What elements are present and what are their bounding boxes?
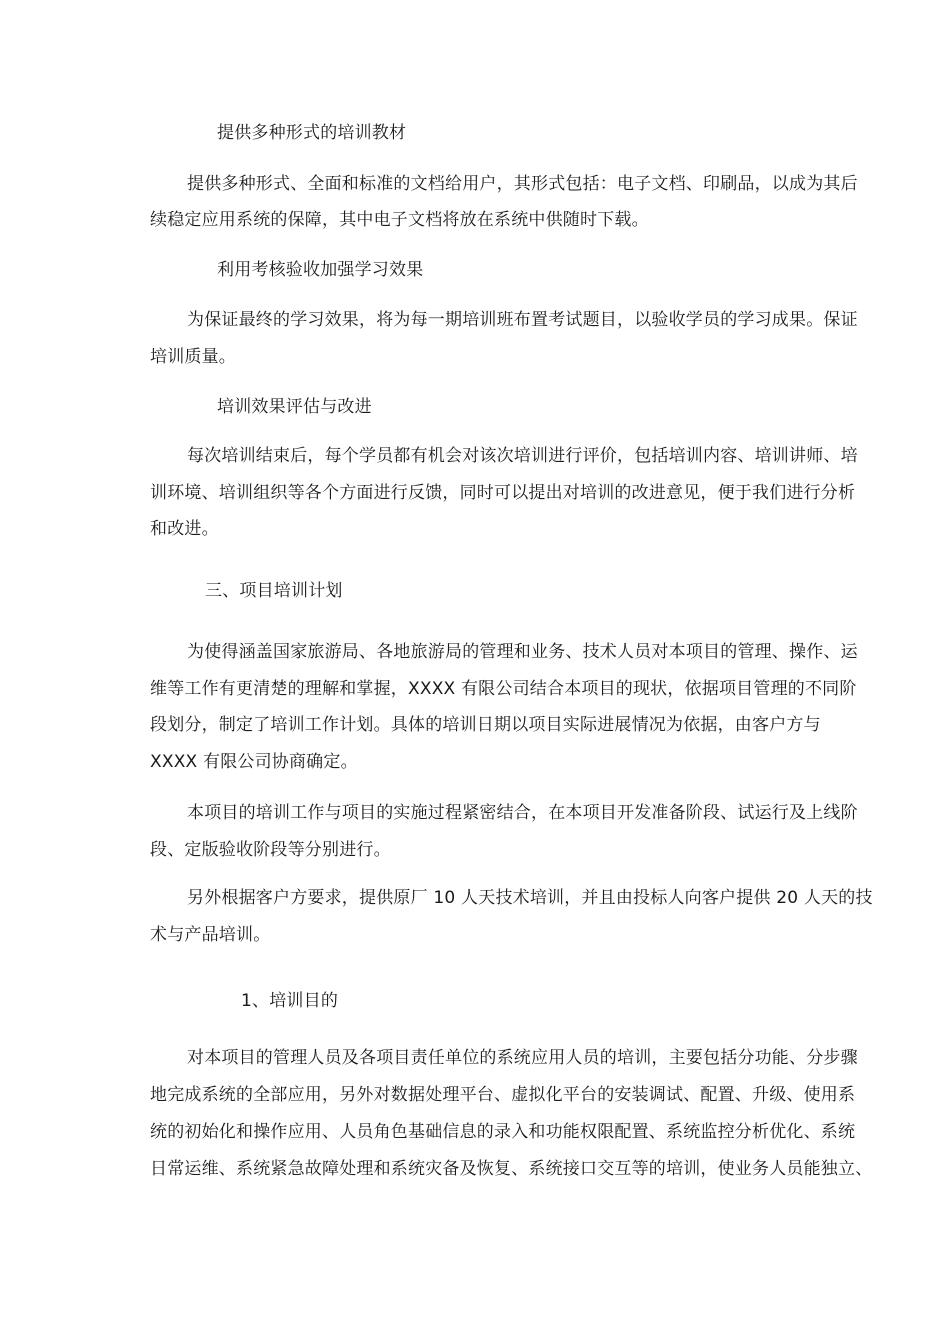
paragraph-line: 统的初始化和操作应用、人员角色基础信息的录入和功能权限配置、系统监控分析优化、系统 xyxy=(150,1122,856,1142)
paragraph-line: 和改进。 xyxy=(150,519,219,539)
paragraph-line: 提供多种形式、全面和标准的文档给用户，其形式包括：电子文档、印刷品，以成为其后 xyxy=(187,174,858,194)
section-heading-assessment: 利用考核验收加强学习效果 xyxy=(217,260,424,280)
paragraph-line: 术与产品培训。 xyxy=(150,925,271,945)
section-heading-materials: 提供多种形式的培训教材 xyxy=(217,123,407,143)
chapter-heading-training-plan: 三、项目培训计划 xyxy=(205,581,343,601)
paragraph-line: 续稳定应用系统的保障，其中电子文档将放在系统中供随时下载。 xyxy=(150,210,649,230)
paragraph-line: 每次培训结束后，每个学员都有机会对该次培训进行评价，包括培训内容、培训讲师、培 xyxy=(187,446,858,466)
paragraph-line: 为保证最终的学习效果，将为每一期培训班布置考试题目，以验收学员的学习成果。保证 xyxy=(187,310,858,330)
paragraph-line: 另外根据客户方要求，提供原厂 10 人天技术培训，并且由投标人向客户提供 20 人天的技 xyxy=(187,888,873,908)
paragraph-line: 地完成系统的全部应用，另外对数据处理平台、虚拟化平台的安装调试、配置、升级、使用系 xyxy=(150,1085,856,1105)
paragraph-line: 段划分，制定了培训工作计划。具体的培训日期以项目实际进展情况为依据，由客户方与 xyxy=(150,715,821,735)
section-heading-evaluation: 培训效果评估与改进 xyxy=(217,397,372,417)
paragraph-line: 培训质量。 xyxy=(150,347,236,367)
paragraph-line: 维等工作有更清楚的理解和掌握，XXXX 有限公司结合本项目的现状，依据项目管理的不同阶 xyxy=(150,679,857,699)
subsection-heading-training-purpose: 1、培训目的 xyxy=(241,991,339,1011)
paragraph-line: XXXX 有限公司协商确定。 xyxy=(150,752,358,772)
paragraph-line: 本项目的培训工作与项目的实施过程紧密结合，在本项目开发准备阶段、试运行及上线阶 xyxy=(187,803,858,823)
paragraph-line: 训环境、培训组织等各个方面进行反馈，同时可以提出对培训的改进意见，便于我们进行分析 xyxy=(150,483,856,503)
paragraph-line: 段、定版验收阶段等分别进行。 xyxy=(150,840,391,860)
paragraph-line: 日常运维、系统紧急故障处理和系统灾备及恢复、系统接口交互等的培训，使业务人员能独立、 xyxy=(150,1159,873,1179)
paragraph-line: 对本项目的管理人员及各项目责任单位的系统应用人员的培训，主要包括分功能、分步骤 xyxy=(187,1048,858,1068)
paragraph-line: 为使得涵盖国家旅游局、各地旅游局的管理和业务、技术人员对本项目的管理、操作、运 xyxy=(187,642,858,662)
